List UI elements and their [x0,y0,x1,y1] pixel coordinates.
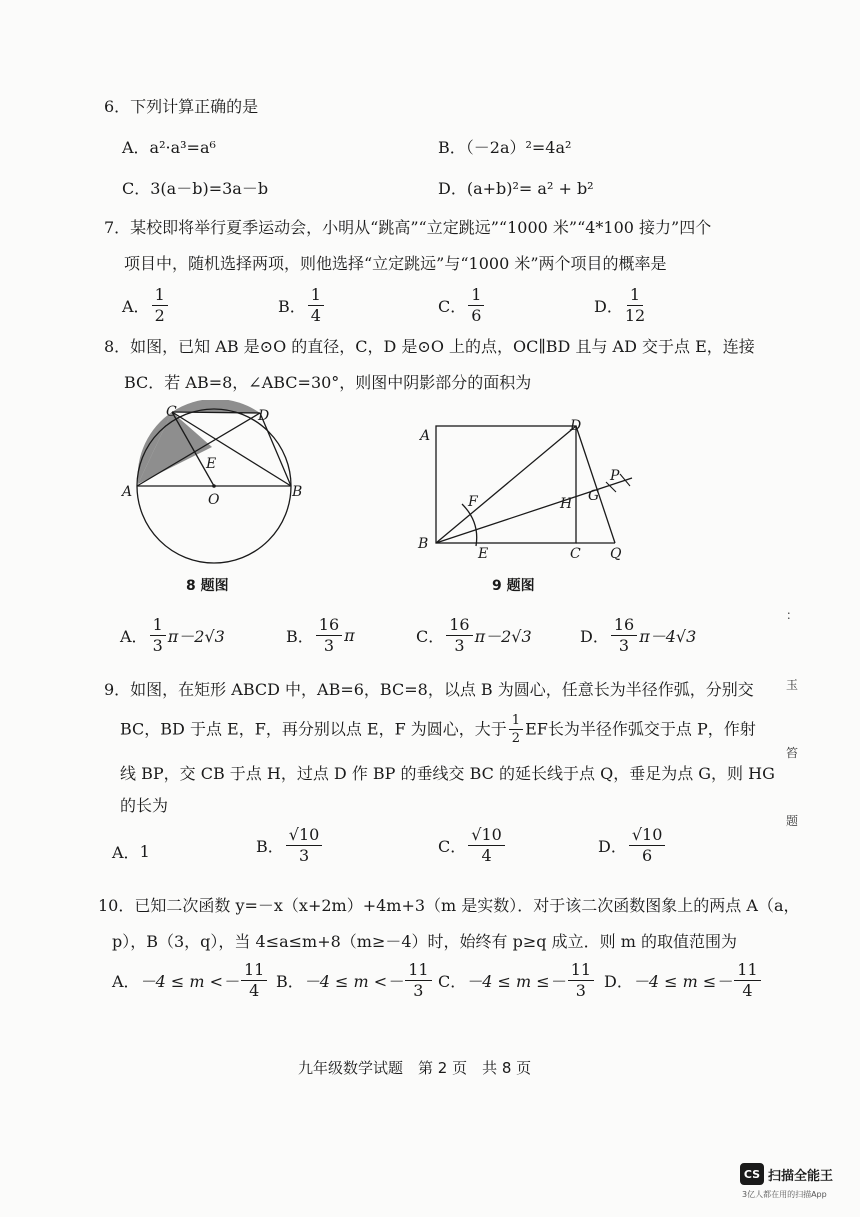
q10-line2: p），B（3，q），当 4≤a≤m+8（m≥－4）时，始终有 p≥q 成立．则 m 的取值范围为 [112,932,737,951]
q9-option-c [438,827,507,864]
fraction-denominator: 3 [575,981,586,1000]
fraction-numerator: 1 [150,617,166,636]
fraction-numerator: 16 [446,617,472,636]
q10-option-a [112,962,269,999]
option-expression: －4 ≤ m <－ [303,972,404,991]
fraction-denominator: 3 [618,636,630,655]
label-c: C [570,546,581,562]
label-h: H [560,496,573,512]
option-label: B． [286,627,314,646]
fraction-numerator: 11 [568,962,594,981]
q7-option-c [438,287,486,324]
q10-option-d [604,962,763,999]
option-expression: π [344,626,355,645]
q6-option-d: D．(a+b)²= a² + b² [438,179,594,198]
fraction-numerator: 1 [308,287,324,306]
fraction-numerator: 11 [734,962,760,981]
q7-line1: 7．某校即将举行夏季运动会，小明从“跳高”“立定跳远”“1000 米”“4*100 接力”四个 [104,218,712,237]
q6-option-b: B．（－2a）²=4a² [438,138,572,157]
label-o: O [208,492,220,508]
fraction-numerator: 11 [405,962,431,981]
option-label: B． [276,972,304,991]
fraction-numerator: 16 [611,617,637,636]
fraction-denominator: 3 [152,636,163,655]
label-b: B [418,536,429,552]
q10-line1: 10．已知二次函数 y=－x（x+2m）+4m+3（m 是实数）．对于该二次函数图象上的两点 A（a， [98,896,800,915]
center-dot [212,484,216,488]
q9-line2-start: BC，BD 于点 E，F，再分别以点 E，F 为圆心，大于 [120,719,507,739]
label-a: A [420,428,431,444]
margin-mark: 笞 [786,746,799,760]
q7-option-d [594,287,647,324]
label-e: E [478,546,489,562]
camscanner-logo-icon: CS [740,1163,764,1185]
fraction-denominator: 3 [323,636,335,655]
option-expression: π－2√3 [167,627,225,646]
option-label: B． [278,297,306,316]
fraction-numerator: √10 [629,827,666,846]
page-footer: 九年级数学试题 第 2 页 共 8 页 [298,1059,532,1077]
fraction-denominator: 6 [642,846,653,865]
fraction-denominator: 4 [310,306,321,325]
option-label: C． [438,972,467,991]
q8-option-b [286,617,355,654]
option-expression: －4 ≤ m ≤－ [632,972,733,991]
fraction-denominator: 4 [249,981,260,1000]
option-expression: －4 ≤ m <－ [139,972,239,991]
fraction-denominator: 3 [298,846,310,865]
ray-bp [436,478,632,543]
label-c: C [166,404,177,420]
q9-line1: 9．如图，在矩形 ABCD 中，AB=6，BC=8，以点 B 为圆心，任意长为半径作弧，分别交 [104,680,754,699]
option-label: A． [122,297,150,316]
label-g: G [588,488,600,504]
fraction-numerator: 11 [241,962,267,981]
label-d: D [570,418,582,434]
option-label: D． [580,627,609,646]
q8-option-d [580,617,696,654]
q8-line1: 8．如图，已知 AB 是⊙O 的直径，C，D 是⊙O 上的点，OC∥BD 且与 AD 交于点 E，连接 [104,337,755,356]
q9-line4: 的长为 [120,796,169,815]
margin-mark: 题 [786,814,799,828]
q10-option-b [276,962,434,999]
fraction-numerator: √10 [286,827,323,846]
option-label: A． [112,972,140,991]
watermark-tagline: 3亿人都在用的扫描App [742,1190,827,1199]
option-expression: π－4√3 [639,627,697,646]
q9-line2-end: EF长为半径作弧交于点 P，作射 [525,719,756,739]
q10-option-c [438,962,596,999]
q9-option-a [112,840,150,863]
fraction-numerator: 1 [509,714,523,730]
figure-8-caption: 8 题图 [186,578,229,594]
fraction-denominator: 3 [454,636,465,655]
option-label: A． [112,843,140,862]
option-label: C． [416,627,445,646]
fraction-denominator: 2 [511,731,521,746]
q8-option-a [120,617,225,654]
figure-9-caption: 9 题图 [492,578,535,594]
label-e: E [206,456,217,472]
fraction-denominator: 12 [624,306,646,325]
margin-mark: 玉 [786,678,799,692]
q6-stem: 6．下列计算正确的是 [104,97,259,116]
q8-line2: BC．若 AB=8，∠ABC=30°，则图中阴影部分的面积为 [124,373,532,392]
label-a: A [122,484,133,500]
label-b: B [292,484,303,500]
label-f: F [468,494,478,510]
q7-option-b [278,287,326,324]
option-label: C． [438,297,467,316]
option-label: B． [256,837,284,856]
fraction-numerator: 1 [152,287,168,306]
diagonal-bd [436,426,576,543]
option-expression: －4 ≤ m ≤－ [466,972,566,991]
fraction-denominator: 4 [742,981,753,1000]
fraction-denominator: 3 [413,981,424,1000]
label-d: D [258,408,270,424]
label-q: Q [610,546,622,562]
q7-option-a [122,287,170,324]
option-label: D． [598,837,627,856]
fraction-denominator: 4 [481,846,492,865]
fraction-numerator: 16 [316,617,342,636]
q8-option-c [416,617,532,654]
option-label: C． [438,837,467,856]
option-value: 1 [139,842,150,861]
q9-option-b [256,827,324,864]
q6-option-c: C．3(a－b)=3a－b [122,179,269,198]
option-label: D． [604,972,633,991]
q6-option-a: A．a²·a³=a⁶ [122,138,216,157]
fraction-denominator: 6 [471,306,482,325]
fraction-numerator: √10 [468,827,505,846]
fraction-numerator: 1 [627,287,643,306]
option-label: D． [594,297,623,316]
margin-mark: ： [786,608,799,622]
q9-line3: 线 BP，交 CB 于点 H，过点 D 作 BP 的垂线交 BC 的延长线于点 Q，垂足为点 G，则 HG [120,764,775,783]
q9-line2 [120,714,756,745]
fraction-denominator: 2 [154,306,165,325]
q9-option-d [598,827,667,864]
q7-line2: 项目中，随机选择两项，则他选择“立定跳远”与“1000 米”两个项目的概率是 [124,254,667,273]
option-label: A． [120,627,148,646]
watermark-app-name: 扫描全能王 [768,1169,834,1184]
shaded-segment-top [172,400,260,413]
option-expression: π－2√3 [474,627,532,646]
figure-9-diagram [410,410,650,570]
figure-8-diagram [110,400,320,570]
label-p: P [610,468,620,484]
fraction-numerator: 1 [468,287,484,306]
